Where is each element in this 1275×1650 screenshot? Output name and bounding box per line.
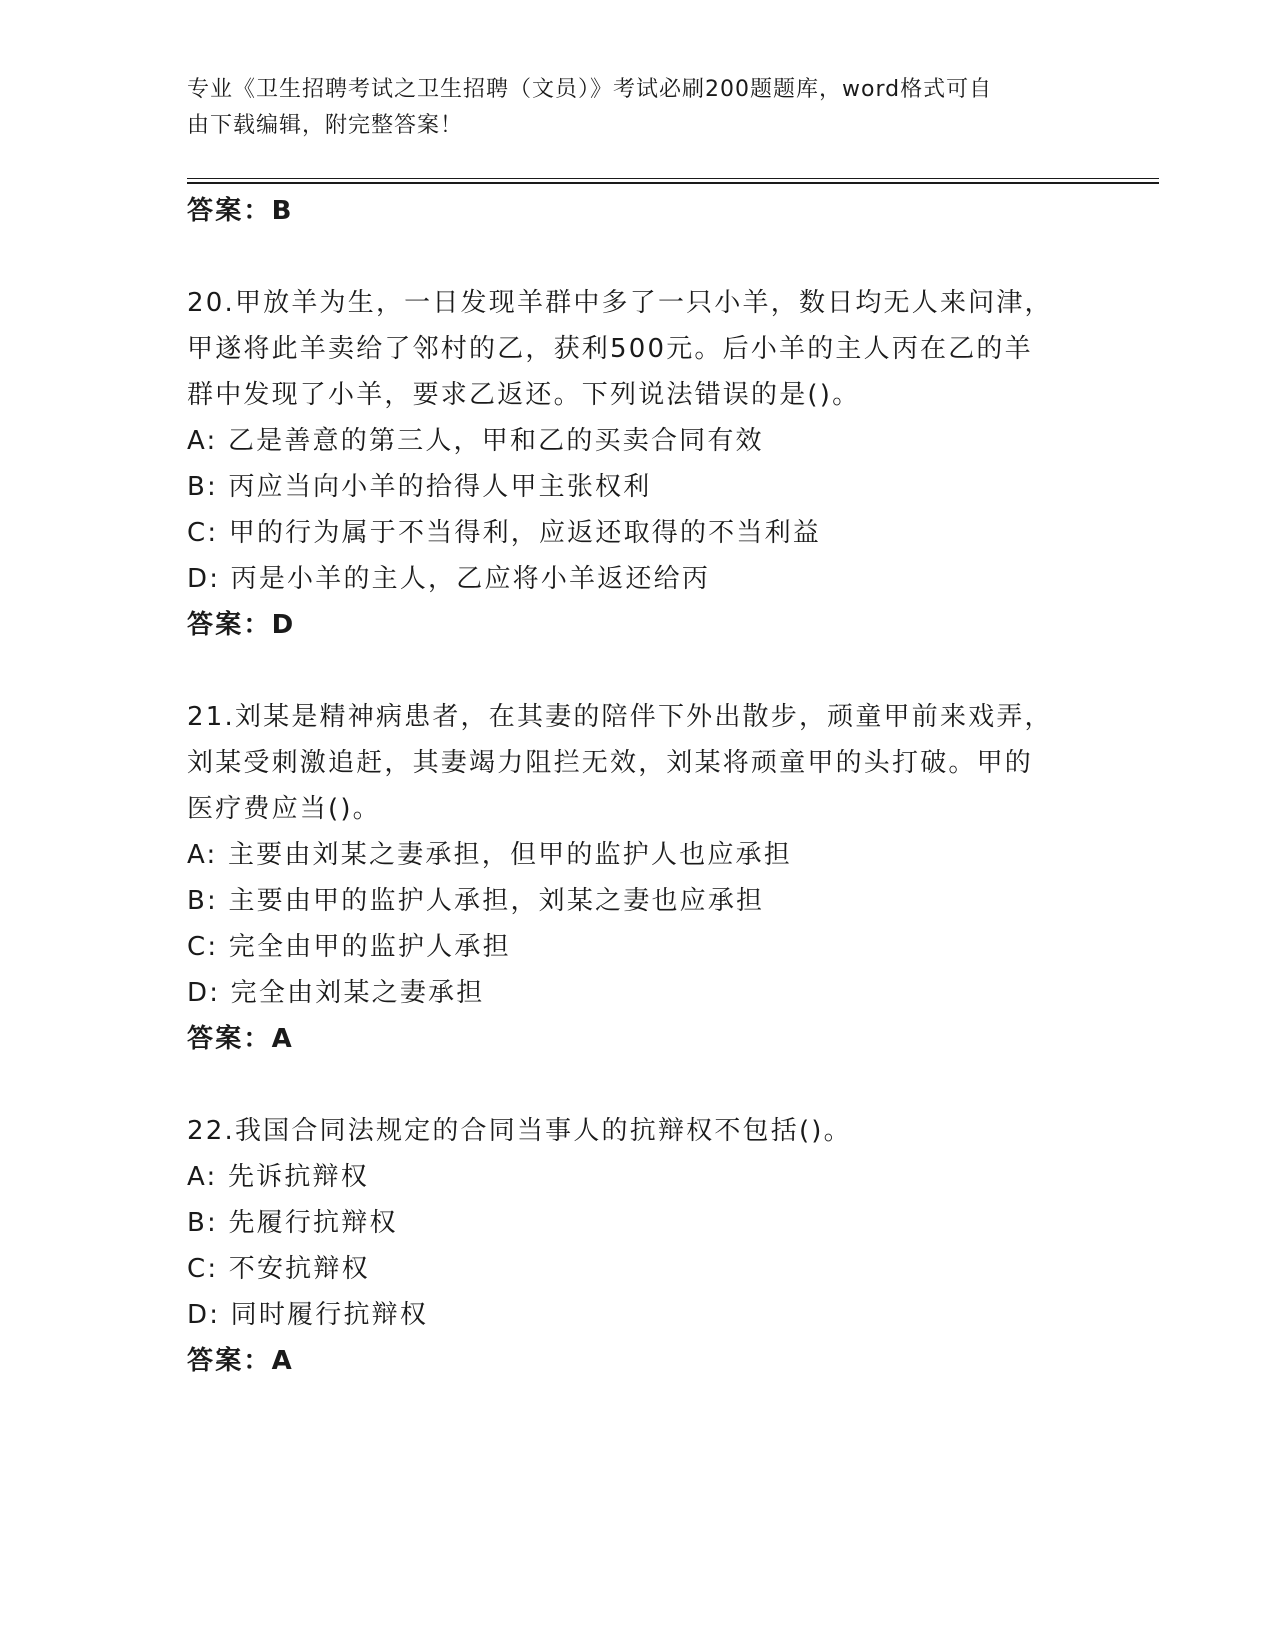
header-line-1: 专业《卫生招聘考试之卫生招聘（文员）》考试必刷200题题库，word格式可自 xyxy=(187,77,993,102)
question-22 xyxy=(187,1108,1087,1384)
answer-line: 答案：A xyxy=(187,1024,294,1054)
question-stem-line: 20.甲放羊为生，一日发现羊群中多了一只小羊，数日均无人来问津， xyxy=(187,288,1053,318)
answer-line: 答案：D xyxy=(187,610,296,640)
question-stem-line: 21.刘某是精神病患者，在其妻的陪伴下外出散步，顽童甲前来戏弄， xyxy=(187,702,1053,732)
question-stem-line: 医疗费应当()。 xyxy=(187,794,381,824)
spacer xyxy=(187,648,1087,694)
option-c: C: 不安抗辩权 xyxy=(187,1254,370,1284)
option-b: B: 主要由甲的监护人承担，刘某之妻也应承担 xyxy=(187,886,765,916)
document-header xyxy=(187,72,1067,144)
option-a: A: 先诉抗辩权 xyxy=(187,1162,369,1192)
option-d: D: 同时履行抗辩权 xyxy=(187,1300,429,1330)
question-stem-line: 刘某受刺激追赶，其妻竭力阻拦无效，刘某将顽童甲的头打破。甲的 xyxy=(187,748,1034,778)
answer-line: 答案：A xyxy=(187,1346,294,1376)
header-divider-thin xyxy=(187,178,1159,179)
option-c: C: 甲的行为属于不当得利，应返还取得的不当利益 xyxy=(187,518,821,548)
header-line-2: 由下载编辑，附完整答案！ xyxy=(187,113,464,138)
question-20 xyxy=(187,280,1087,648)
option-d: D: 丙是小羊的主人，乙应将小羊返还给丙 xyxy=(187,564,711,594)
spacer xyxy=(187,1062,1087,1108)
option-c: C: 完全由甲的监护人承担 xyxy=(187,932,511,962)
option-b: B: 先履行抗辩权 xyxy=(187,1208,398,1238)
question-stem-line: 22.我国合同法规定的合同当事人的抗辩权不包括()。 xyxy=(187,1116,852,1146)
question-21 xyxy=(187,694,1087,1062)
question-stem-line: 群中发现了小羊，要求乙返还。下列说法错误的是()。 xyxy=(187,380,861,410)
spacer xyxy=(187,234,1087,280)
question-stem-line: 甲遂将此羊卖给了邻村的乙，获利500元。后小羊的主人丙在乙的羊 xyxy=(187,334,1033,364)
option-d: D: 完全由刘某之妻承担 xyxy=(187,978,485,1008)
option-a: A: 主要由刘某之妻承担，但甲的监护人也应承担 xyxy=(187,840,792,870)
option-a: A: 乙是善意的第三人，甲和乙的买卖合同有效 xyxy=(187,426,764,456)
option-b: B: 丙应当向小羊的拾得人甲主张权利 xyxy=(187,472,652,502)
previous-answer: 答案：B xyxy=(187,196,294,226)
header-divider-thick xyxy=(187,182,1159,184)
document-body xyxy=(187,188,1087,1384)
